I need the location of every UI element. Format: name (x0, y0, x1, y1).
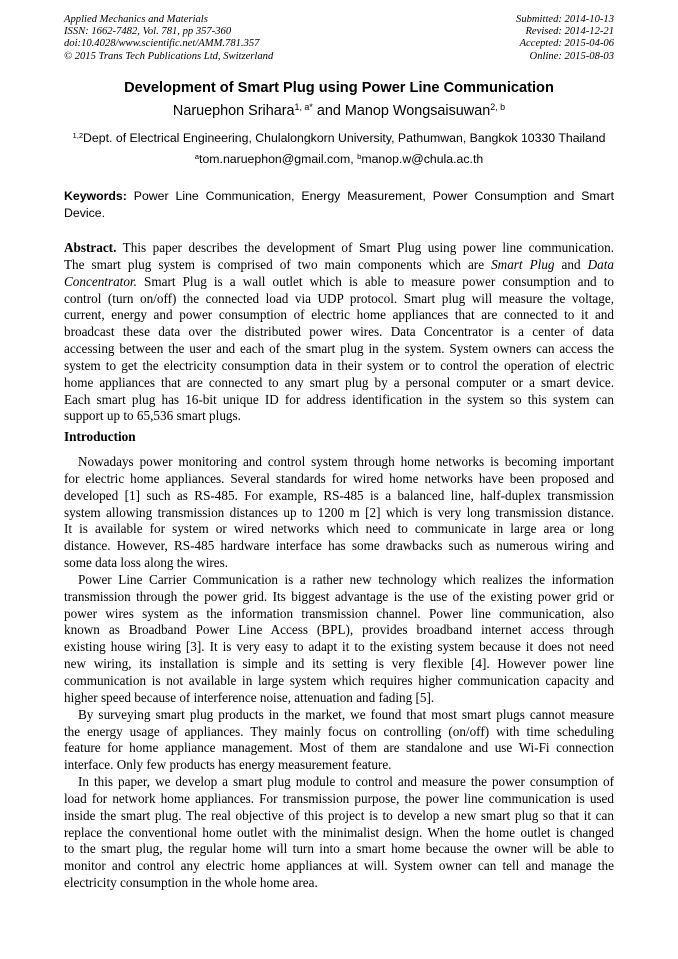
keywords-line: Device. (64, 205, 106, 220)
author-2: Manop Wongsaisuwan (344, 103, 491, 119)
issn: ISSN: 1662-7482, Vol. 781, pp 357-360 (64, 26, 232, 38)
abstract-line (64, 375, 614, 392)
paragraph (64, 774, 614, 892)
paragraph-line: interface. Only few products has energy measurement feature. (64, 757, 392, 773)
email-b[interactable]: manop.w@chula.ac.th (361, 152, 484, 166)
paragraph-line: distance. However, RS-485 hardware interface has some drawbacks such as numerous wiring and (64, 538, 614, 554)
affiliation (0, 131, 678, 145)
abstract-line (64, 240, 614, 257)
abstract-text: Smart Plug is a wall outlet which is able to measure power consumption and to (136, 273, 614, 289)
paragraph-line: for electric home appliances. Several standards for wired home networks have been proposed and (64, 470, 614, 486)
submitted-date: Submitted: 2014-10-13 (516, 14, 614, 25)
paragraph-line: system allowing transmission distances up to 1200 m [2] which is very long transmission distance. (64, 504, 614, 520)
introduction-body (64, 454, 614, 892)
paragraph-line: By surveying smart plug products in the market, we found that most smart plugs cannot measure (78, 706, 614, 722)
paragraph-line: replace the conventional home outlet with the minimalist design. When the home outlet is changed (64, 824, 614, 840)
abstract-italic-term: Data (587, 256, 614, 272)
paragraph (64, 454, 614, 572)
paragraph-line: known as Broadband Power Line Access (BPL), provides broadband internet access through (64, 622, 614, 638)
emails (0, 152, 678, 166)
abstract-line (64, 257, 614, 274)
affiliation-sup: 1,2 (72, 130, 84, 140)
paragraph-line: power wires system as the information transmission channel. Power line communication, also (64, 605, 614, 621)
section-heading-introduction: Introduction (64, 429, 136, 444)
abstract-text: home appliances that are connected to any smart plug by a personal computer or a smart device. (64, 374, 614, 390)
keywords (64, 188, 614, 222)
author-1-sup: 1, a* (294, 102, 313, 113)
paragraph-line: In this paper, we develop a smart plug module to control and measure the power consumption of (78, 774, 614, 790)
abstract-text: system to get the electricity consumption data in their system or to control the operation of electric (64, 357, 614, 373)
abstract (64, 240, 614, 425)
abstract-italic-term: Concentrator. (64, 273, 137, 289)
abstract-text: support up to 65,536 smart plugs. (64, 408, 241, 424)
abstract-line (64, 307, 614, 324)
abstract-italic-term: Smart Plug (491, 256, 555, 272)
doi: doi:10.4028/www.scientific.net/AMM.781.357 (64, 38, 260, 50)
paragraph-line: electricity consumption in the whole home area. (64, 875, 318, 891)
dates-info (516, 14, 614, 63)
revised-date: Revised: 2014-12-21 (525, 26, 614, 38)
email-a-sup: a (194, 151, 200, 161)
paragraph-line: Power Line Carrier Communication is a rather new technology which realizes the information (78, 571, 614, 587)
paragraph-line: inside the smart plug. The real objective of this project is to develop a new smart plug so that it can (64, 807, 614, 823)
authors (0, 103, 678, 119)
abstract-line (64, 274, 614, 291)
paragraph-line: to the smart plug, the regular home will turn into a smart home because the owner will be able to (64, 841, 614, 857)
abstract-line (64, 392, 614, 409)
paragraph-line: higher speed because of interference noise, attenuation and fading [5]. (64, 689, 435, 705)
email-a[interactable]: tom.naruephon@gmail.com, (199, 152, 358, 166)
journal-info (64, 14, 273, 63)
abstract-text: The smart plug system is comprised of two main components which are (64, 256, 492, 272)
paragraph-line: transmission through the power grid. Its biggest advantage is the use of the existing power grid or (64, 588, 614, 604)
paragraph-line: developed [1] such as RS-485. For example, RS-485 is a balanced line, half-duplex transmission (64, 487, 614, 503)
abstract-text: This paper describes the development of Smart Plug using power line communication. (116, 240, 614, 255)
paragraph-line: feature for home appliance management. Most of them are standalone and use Wi-Fi connection (64, 740, 614, 756)
paragraph (64, 572, 614, 707)
online-date: Online: 2015-08-03 (529, 50, 614, 62)
abstract-line (64, 358, 614, 375)
journal-name: Applied Mechanics and Materials (64, 14, 208, 25)
paragraph-line: new wiring, its installation is simple and its setting is very flexible [4]. However power line (64, 656, 614, 672)
keywords-text: Power Line Communication, Energy Measurement, Power Consumption and Smart (126, 189, 614, 203)
paragraph-line: some data loss along the wires. (64, 555, 229, 571)
and: and (312, 103, 345, 119)
abstract-label: Abstract. (64, 240, 117, 255)
abstract-text: Each smart plug has 16-bit unique ID for address identification in the system so this system can (64, 391, 614, 407)
paper-title: Development of Smart Plug using Power Line Communication (124, 80, 554, 96)
abstract-text: accessing between the user and each of the smart plug in the system. System owners can access the (64, 341, 614, 357)
paragraph-line: the energy usage of appliances. They mainly focus on controlling (on/off) with time scheduling (64, 723, 614, 739)
paragraph-line: monitor and control any electric home appliances at will. System owner can tell and manage the (64, 858, 614, 874)
abstract-text: current, energy and power consumption of electric home appliances that are connected to it and (64, 307, 614, 323)
abstract-text: broadcast these data over the distributed power wires. Data Concentrator is a center of data (64, 324, 614, 340)
paragraph-line: Nowadays power monitoring and control system through home networks is becoming important (78, 454, 614, 469)
abstract-line (64, 341, 614, 358)
paragraph-line: existing house wiring [3]. It is very easy to adapt it to the existing system because it does not need (64, 639, 614, 655)
abstract-line (64, 408, 614, 425)
copyright: © 2015 Trans Tech Publications Ltd, Switzerland (64, 50, 274, 62)
author-2-sup: 2, b (490, 102, 506, 113)
keywords-line (64, 188, 614, 205)
author-1: Naruephon Srihara (172, 103, 295, 119)
abstract-line (64, 291, 614, 308)
affiliation-text: Dept. of Electrical Engineering, Chulalongkorn University, Pathumwan, Bangkok 10330 Thailand (83, 131, 606, 145)
paragraph-line: It is available for system or wired networks which need to communicate in large area or long (64, 521, 614, 537)
paragraph-line: communication is not available in large system which requires higher communication capacity and (64, 672, 614, 688)
paragraph (64, 707, 614, 774)
email-b-sup: b (357, 151, 362, 161)
paragraph-line: load for network home appliances. For transmission purpose, the power line communication is used (64, 790, 614, 806)
accepted-date: Accepted: 2015-04-06 (519, 38, 614, 50)
keywords-label: Keywords: (64, 189, 127, 203)
abstract-line (64, 324, 614, 341)
abstract-text: and (554, 256, 588, 272)
abstract-text: control (turn on/off) the connected load via UDP protocol. Smart plug will measure the voltage, (64, 290, 614, 306)
